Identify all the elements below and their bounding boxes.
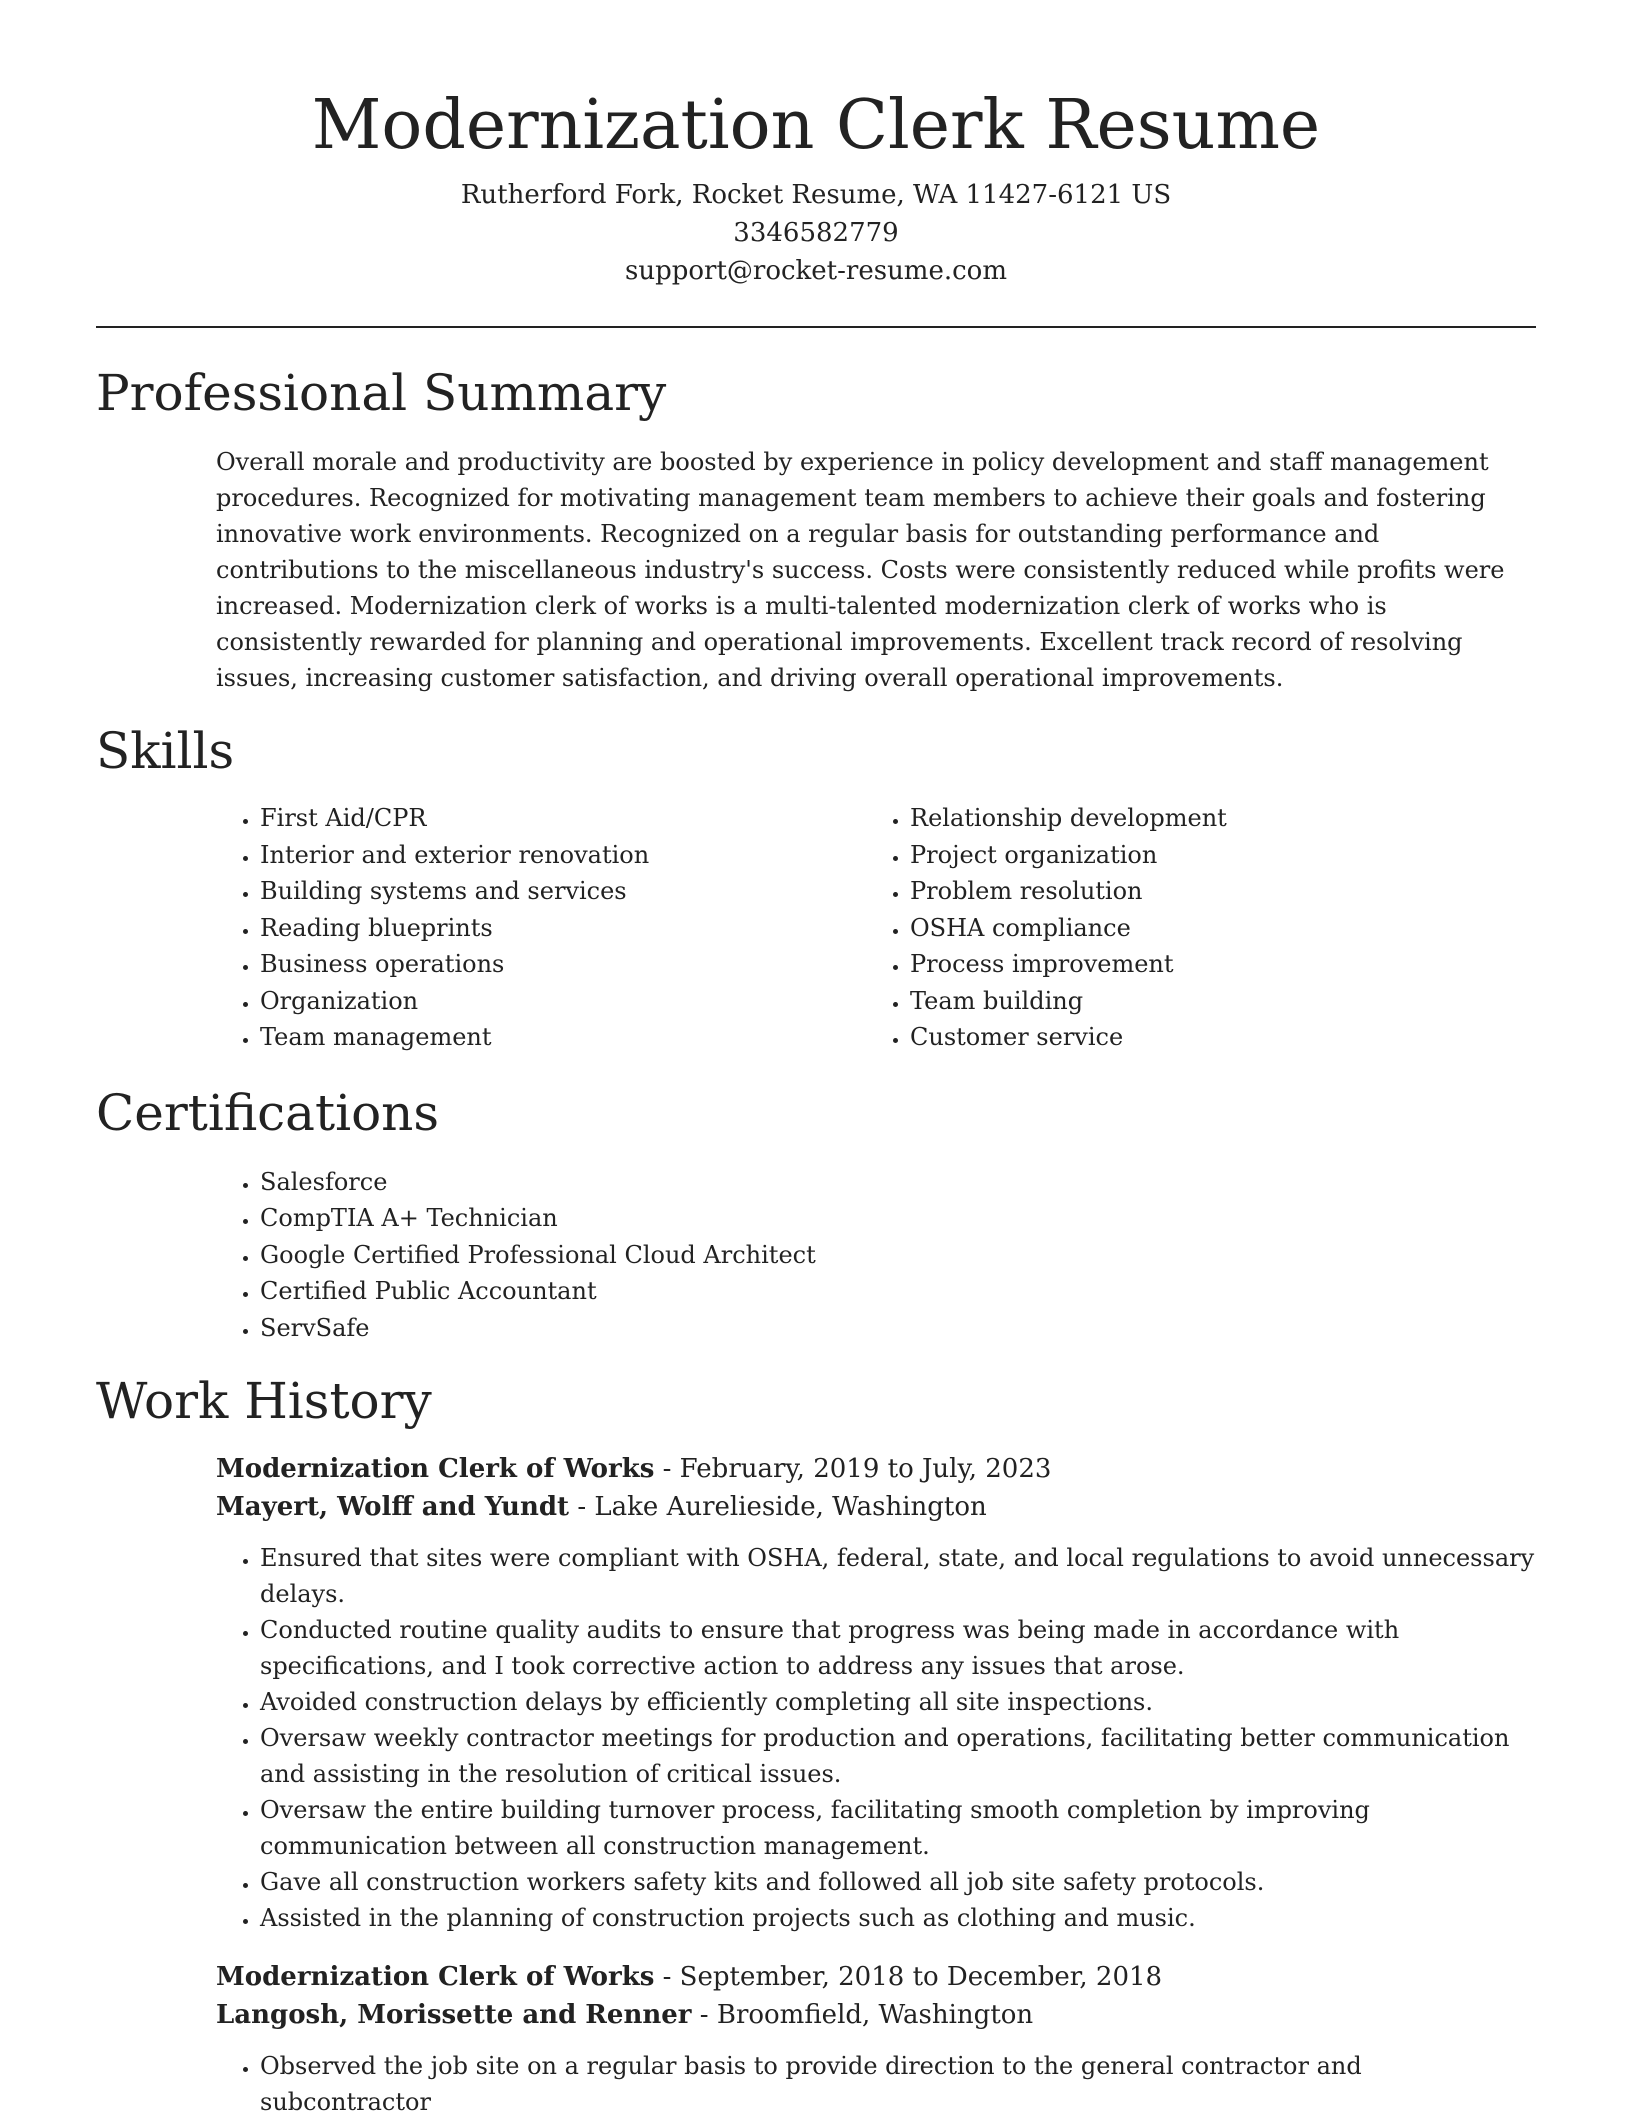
skill-item: • Reading blueprints [260,910,746,947]
contact-email: support@rocket-resume.com [624,256,1007,286]
skill-item: • Team building [910,983,1510,1020]
skill-item: • OSHA compliance [910,910,1510,947]
certification-item: • Certified Public Accountant [260,1273,1536,1310]
job-company: Langosh, Morissette and Renner [216,2000,692,2030]
certification-item: • Google Certified Professional Cloud Architect [260,1237,1536,1274]
job-bullet: • Avoided construction delays by efficiently completing all site inspections. [260,1684,1536,1720]
job-separator: - [662,1454,680,1484]
job-entry [216,1450,1536,1936]
resume-page [96,0,1536,2120]
job-bullet: • Ensured that sites were compliant with OSHA, federal, state, and local regulations to avoid unnecessary delays. [260,1540,1536,1612]
job-bullet-list [216,2048,1536,2120]
certification-item: • CompTIA A+ Technician [260,1200,1536,1237]
contact-address: Rutherford Fork, Rocket Resume, WA 11427-6121 US [460,180,1172,210]
job-bullet: • Observed the job site on a regular basis to provide direction to the general contractor and subcontractor [260,2048,1536,2120]
skill-item: • Project organization [910,837,1510,874]
job-company-line [216,1996,1536,2034]
job-separator: - [662,1962,680,1992]
work-history-heading: Work History [96,1372,432,1430]
job-location: Broomfield, Washington [716,2000,1034,2030]
job-entry [216,1958,1536,2120]
skill-item: • Process improvement [910,946,1510,983]
skill-item: • Building systems and services [260,873,746,910]
job-separator: - [699,2000,717,2030]
certifications-list [96,1164,1536,1347]
skill-item: • Relationship development [910,800,1510,837]
skills-grid [96,800,1536,1056]
skill-item: • Customer service [910,1019,1510,1056]
contact-phone: 3346582779 [733,218,899,248]
certifications-heading: Certifications [96,1083,440,1142]
job-company: Mayert, Wolff and Yundt [216,1492,570,1522]
job-location: Lake Aurelieside, Washington [594,1492,987,1522]
job-bullet: • Gave all construction workers safety kits and followed all job site safety protocols. [260,1864,1536,1900]
skills-heading: Skills [96,722,235,780]
skills-list-right [746,800,1510,1056]
skill-item: • Interior and exterior renovation [260,837,746,874]
header-divider [96,326,1536,328]
summary-heading: Professional Summary [96,364,667,422]
skills-list-left [96,800,746,1056]
skill-item: • Problem resolution [910,873,1510,910]
skill-item: • Team management [260,1019,746,1056]
job-bullet: • Oversaw the entire building turnover process, facilitating smooth completion by improving communication between all construction management. [260,1792,1536,1864]
certification-item: • Salesforce [260,1164,1536,1201]
contact-block [96,176,1536,290]
job-dates: February, 2019 to July, 2023 [679,1454,1052,1484]
job-title-line [216,1958,1536,1996]
job-title: Modernization Clerk of Works [216,1454,655,1484]
job-dates: September, 2018 to December, 2018 [679,1962,1163,1992]
job-bullet: • Oversaw weekly contractor meetings for production and operations, facilitating better communication and assisting in the resolution of critical issues. [260,1720,1536,1792]
job-company-line [216,1488,1536,1526]
skill-item: • Organization [260,983,746,1020]
job-bullet: • Conducted routine quality audits to ensure that progress was being made in accordance with specifications, and I took corrective action to address any issues that arose. [260,1612,1536,1684]
job-title-line [216,1450,1536,1488]
job-bullet-list [216,1540,1536,1936]
skill-item: • First Aid/CPR [260,800,746,837]
summary-text: Overall morale and productivity are boosted by experience in policy development and staff management procedures. Recognized for motivating management team members to achieve their goals and fostering innovative work environments. Recognized on a regular basis for outstanding performance and contributions to the miscellaneous industry's success. Costs were consistently reduced while profits were increased. Modernization clerk of works is a multi-talented modernization clerk of works who is consistently rewarded for planning and operational improvements. Excellent track record of resolving issues, increasing customer satisfaction, and driving overall operational improvements. [216,448,1505,692]
job-separator: - [577,1492,595,1522]
certification-item: • ServSafe [260,1310,1536,1347]
resume-title: Modernization Clerk Resume [311,86,1321,165]
job-bullet: • Assisted in the planning of construction projects such as clothing and music. [260,1900,1536,1936]
skill-item: • Business operations [260,946,746,983]
job-title: Modernization Clerk of Works [216,1962,655,1992]
